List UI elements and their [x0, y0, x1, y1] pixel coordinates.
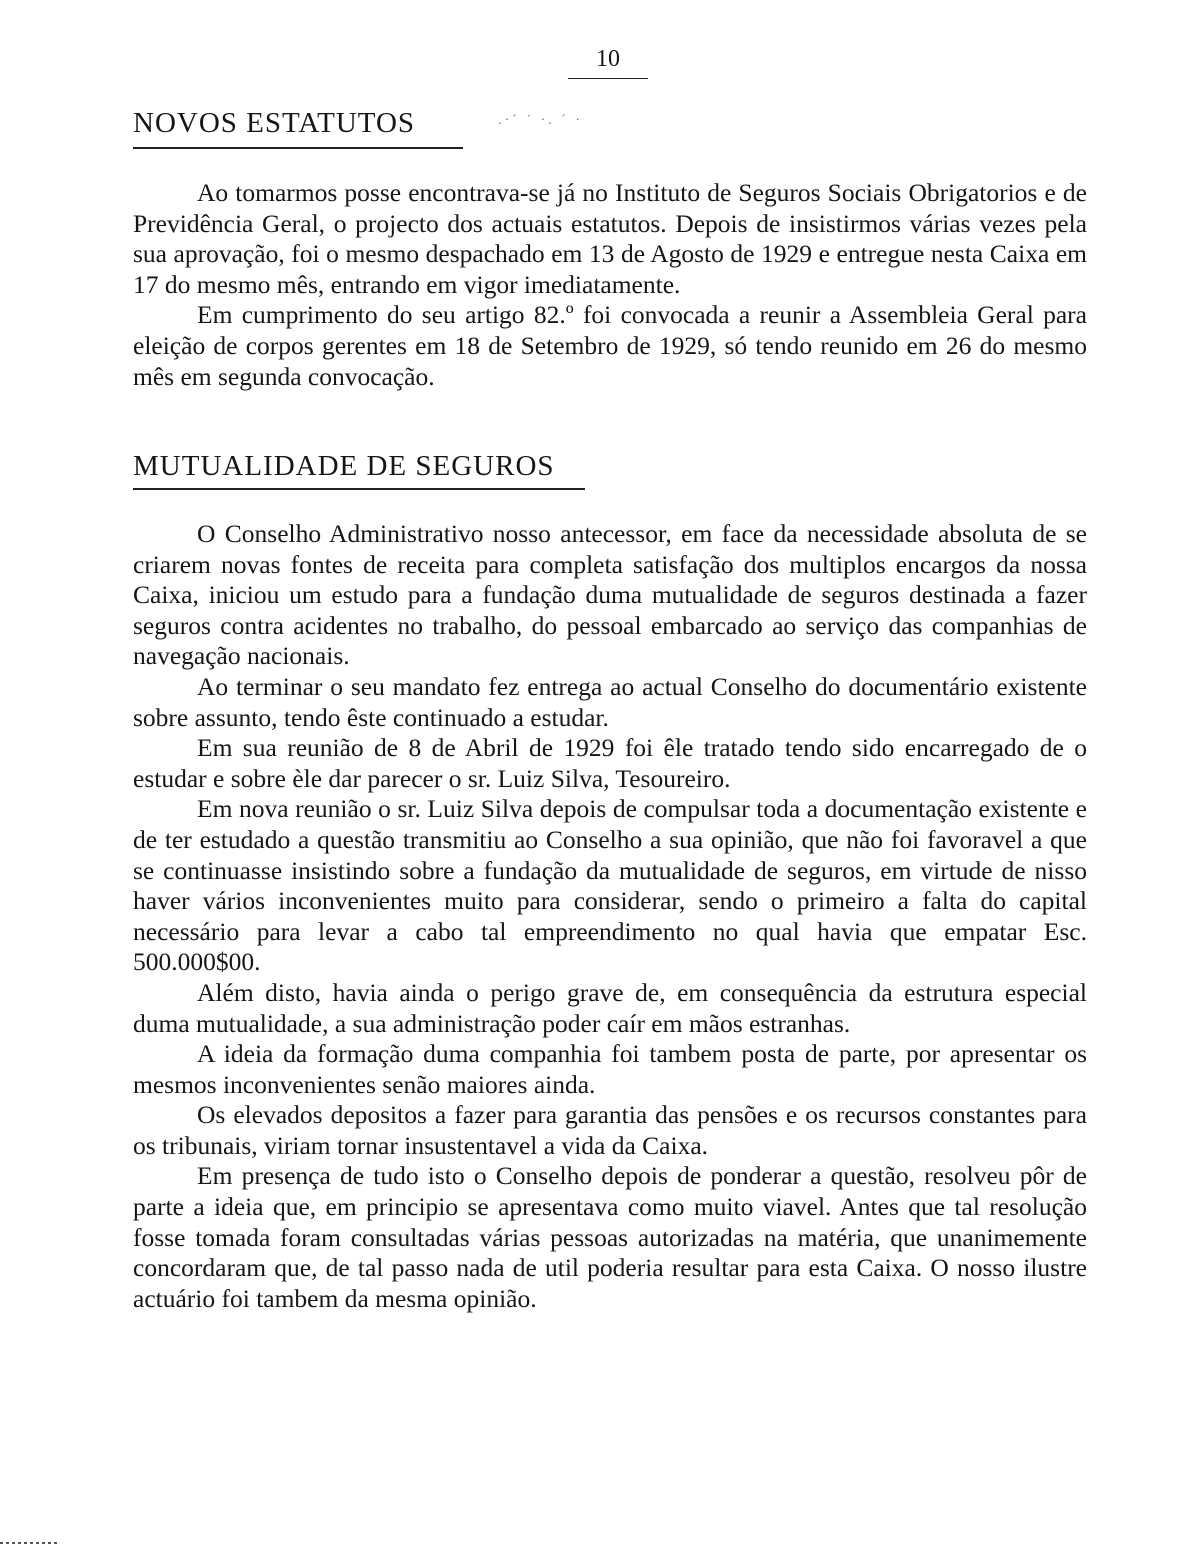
page-number: 10 — [596, 46, 620, 72]
page-number-underline — [568, 78, 648, 79]
paragraph: Em sua reunião de 8 de Abril de 1929 foi êle tratado tendo sido encarregado de o estudar e sobre èle dar parecer o sr. Luiz Silva, Tesoureiro. — [133, 733, 1087, 793]
paragraph: Além disto, havia ainda o perigo grave de, em consequência da estrutura especial duma mutualidade, a sua administração poder caír em mãos estranhas. — [133, 977, 1087, 1038]
paragraph: Em cumprimento do seu artigo 82.º foi convocada a reunir a Assembleia Geral para eleição de corpos gerentes em 18 de Setembro de 1929, só tendo reunido em 26 do mesmo mês em segunda convocação. — [133, 300, 1087, 391]
paragraph: Em nova reunião o sr. Luiz Silva depois de compulsar toda a documentação existente e de ter estudado a questão transmitiu ao Conselho a sua opinião, que não foi favoravel a que se continuasse insistindo sobre a fundação da mutualidade de seguros, em virtude de nisso haver vários inconvenientes muito para considerar, sendo o primeiro a falta do capital necessário para levar a cabo tal empreendimento no qual havia que empatar Esc. 500.000$00. — [133, 794, 1087, 977]
section-novos-estatutos — [133, 178, 1087, 392]
paragraph: Os elevados depositos a fazer para garantia das pensões e os recursos constantes para os tribunais, viriam tornar insustentavel a vida da Caixa. — [133, 1100, 1087, 1160]
paragraph: A ideia da formação duma companhia foi tambem posta de parte, por apresentar os mesmos inconvenientes senão maiores ainda. — [133, 1039, 1087, 1099]
section-mutualidade-de-seguros — [133, 519, 1087, 1314]
section-heading-novos-estatutos: NOVOS ESTATUTOS — [133, 107, 416, 139]
paragraph: O Conselho Administrativo nosso antecessor, em face da necessidade absoluta de se criarem novas fontes de receita para completa satisfação dos multiplos encargos da nossa Caixa, iniciou um estudo para a fundação duma mutualidade de seguros destinada a fazer seguros contra acidentes no trabalho, do pessoal embarcado ao serviço das companhias de navegação nacionais. — [133, 519, 1087, 671]
heading-underline — [133, 147, 463, 149]
paragraph: Ao tomarmos posse encontrava-se já no Instituto de Seguros Sociais Obrigatorios e de Previdência Geral, o projecto dos actuais estatutos. Depois de insistirmos várias vezes pela sua aprovação, foi o mesmo despachado em 13 de Agosto de 1929 e entregue nesta Caixa em 17 do mesmo mês, entrando em vigor imediatamente. — [133, 178, 1087, 299]
paragraph: Em presença de tudo isto o Conselho depois de ponderar a questão, resolveu pôr de parte a ideia que, em principio se apresentava como muito viavel. Antes que tal resolução fosse tomada foram consultadas várias pessoas autorizadas na matéria, que unanimemente concordaram que, de tal passo nada de util poderia resultar para esta Caixa. O nosso ilustre actuário foi tambem da mesma opinião. — [133, 1161, 1087, 1313]
scan-edge-mark — [0, 1542, 60, 1544]
heading-underline — [133, 488, 585, 490]
paragraph: Ao terminar o seu mandato fez entrega ao actual Conselho do documentário existente sobre assunto, tendo êste continuado a estudar. — [133, 671, 1087, 732]
print-speckle: .·´ ˙ ·. ´ · — [498, 113, 583, 128]
section-heading-mutualidade-de-seguros: MUTUALIDADE DE SEGUROS — [133, 450, 555, 482]
